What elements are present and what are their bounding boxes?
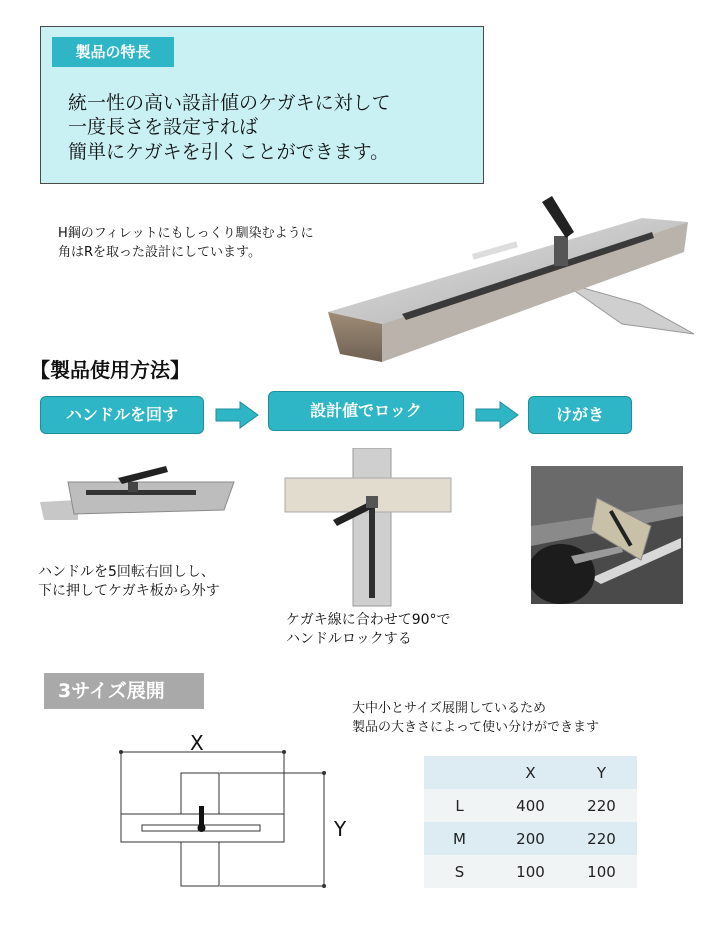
size-cell: S	[424, 855, 495, 888]
x-value-cell: 100	[495, 855, 566, 888]
table-row	[424, 789, 637, 822]
x-value-cell: 400	[495, 789, 566, 822]
usage-heading: 【製品使用方法】	[30, 358, 190, 382]
table-row	[424, 855, 637, 888]
step-1-caption-line-2: 下に押してケガキ板から外す	[38, 583, 220, 599]
size-table	[424, 756, 637, 888]
step-2-caption-line-2: ハンドルロックする	[286, 631, 412, 647]
arrow-right-icon	[214, 400, 260, 430]
step-3-photo	[531, 466, 683, 604]
step-2-caption-line-1: ケガキ線に合わせて90°で	[286, 612, 451, 628]
y-value-cell: 220	[566, 789, 637, 822]
table-header-row	[424, 756, 637, 789]
table-header-cell: Y	[566, 756, 637, 789]
x-dimension-label: X	[190, 731, 204, 755]
sizes-description-line-2: 製品の大きさによって使い分けができます	[352, 720, 600, 735]
table-header-cell	[424, 756, 495, 789]
feature-line-3: 簡単にケガキを引くことができます。	[68, 141, 390, 163]
step-2-photo	[283, 448, 453, 608]
size-cell: M	[424, 822, 495, 855]
feature-line-2: 一度長さを設定すれば	[68, 116, 259, 138]
step-1-photo	[38, 464, 238, 522]
y-value-cell: 220	[566, 822, 637, 855]
step-1-button: ハンドルを回す	[40, 396, 204, 434]
sizes-badge: 3サイズ展開	[44, 673, 204, 709]
x-value-cell: 200	[495, 822, 566, 855]
step-1-caption-line-1: ハンドルを5回転右回しし、	[38, 564, 215, 580]
feature-line-1: 統一性の高い設計値のケガキに対して	[68, 92, 391, 114]
arrow-right-icon	[474, 400, 520, 430]
sizes-description-line-1: 大中小とサイズ展開しているため	[352, 701, 546, 716]
feature-badge: 製品の特長	[52, 37, 174, 67]
fillet-note-line-2: 角はRを取った設計にしています。	[58, 245, 261, 260]
step-3-button: けがき	[528, 396, 632, 434]
fillet-note-line-1: H鋼のフィレットにもしっくり馴染むように	[58, 226, 314, 241]
product-photo	[322, 192, 694, 368]
step-2-button: 設計値でロック	[268, 391, 464, 431]
table-row	[424, 822, 637, 855]
dimension-diagram	[112, 742, 334, 892]
y-value-cell: 100	[566, 855, 637, 888]
size-cell: L	[424, 789, 495, 822]
y-dimension-label: Y	[334, 817, 347, 841]
table-header-cell: X	[495, 756, 566, 789]
